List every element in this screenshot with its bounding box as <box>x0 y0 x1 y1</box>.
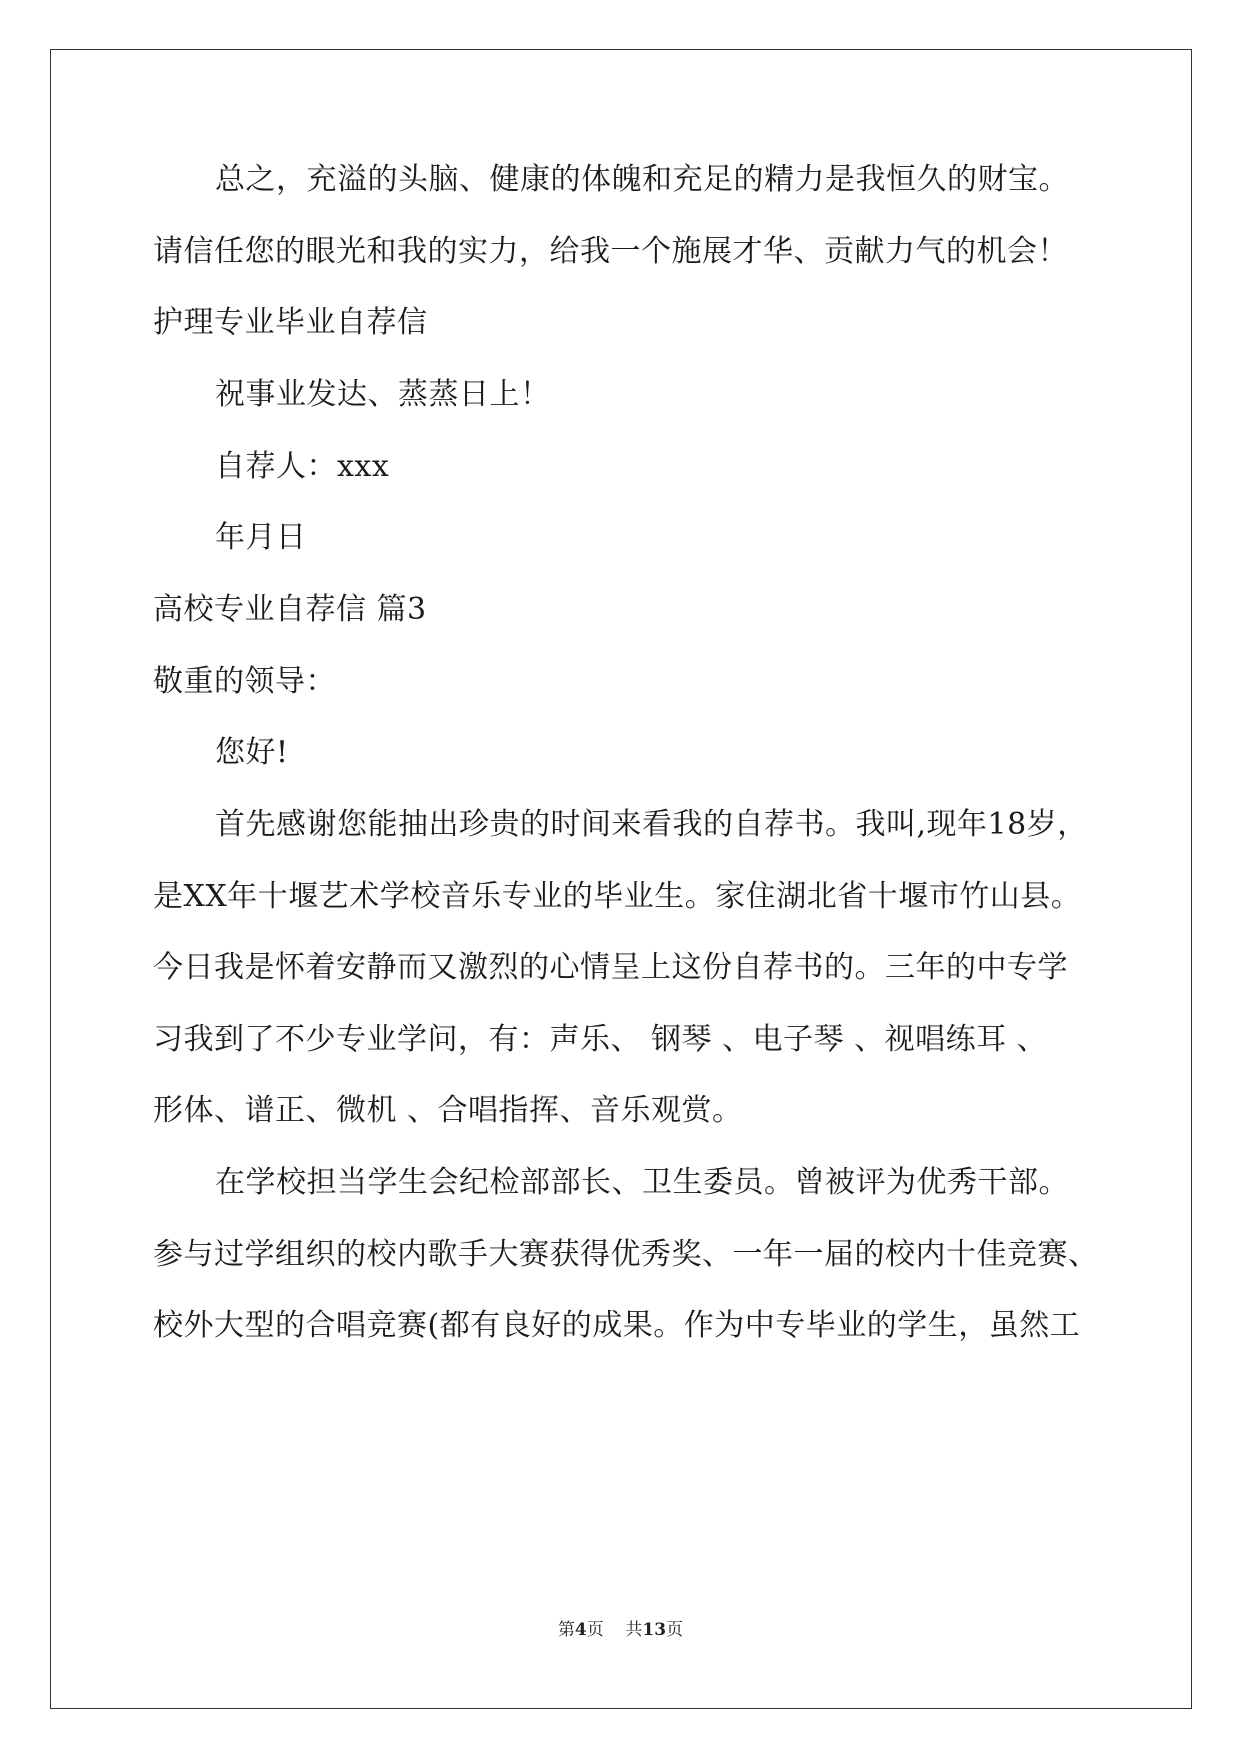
text-line: 形体、谱正、微机 、合唱指挥、音乐观赏。 <box>153 1093 743 1128</box>
footer-page-number: 4 <box>574 1620 587 1640</box>
page-footer <box>0 1618 1241 1642</box>
section-heading: 高校专业自荐信 篇3 <box>153 592 427 627</box>
text-line: 在学校担当学生会纪检部部长、卫生委员。曾被评为优秀干部。 <box>215 1165 1069 1200</box>
salutation: 敬重的领导： <box>153 664 336 699</box>
date-line: 年月日 <box>215 520 307 555</box>
text-line: 校外大型的合唱竞赛(都有良好的成果。作为中专毕业的学生，虽然工 <box>153 1308 1081 1343</box>
footer-prefix: 第 <box>557 1620 575 1640</box>
footer-page-suffix: 页 <box>586 1620 604 1640</box>
footer-total-suffix: 页 <box>666 1620 684 1640</box>
text-line: 请信任您的眼光和我的实力，给我一个施展才华、贡献力气的机会！ <box>153 234 1068 269</box>
text-line: 总之，充溢的头脑、健康的体魄和充足的精力是我恒久的财宝。 <box>215 162 1069 197</box>
footer-total-pages: 13 <box>642 1620 667 1640</box>
signature-line: 自荐人：xxx <box>215 449 390 484</box>
greeting: 您好! <box>215 735 289 770</box>
text-line: 首先感谢您能抽出珍贵的时间来看我的自荐书。我叫,现年18岁， <box>215 807 1088 842</box>
text-line: 祝事业发达、蒸蒸日上！ <box>215 377 551 412</box>
text-line: 今日我是怀着安静而又激烈的心情呈上这份自荐书的。三年的中专学 <box>153 950 1068 985</box>
text-line: 参与过学组织的校内歌手大赛获得优秀奖、一年一届的校内十佳竞赛、 <box>153 1237 1099 1272</box>
footer-total-prefix: 共 <box>625 1620 643 1640</box>
section-heading: 护理专业毕业自荐信 <box>153 305 428 340</box>
text-line: 习我到了不少专业学问，有：声乐、 钢琴 、电子琴 、视唱练耳 、 <box>153 1022 1048 1057</box>
text-line: 是XX年十堰艺术学校音乐专业的毕业生。家住湖北省十堰市竹山县。 <box>153 879 1082 914</box>
